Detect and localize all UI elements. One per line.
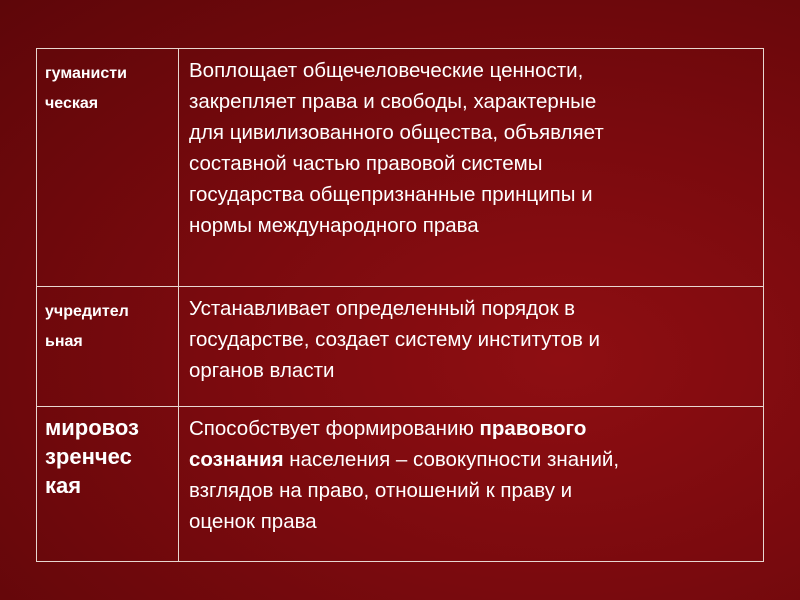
- term-cell: [37, 287, 179, 406]
- description-text: государстве, создает систему институтов и: [189, 328, 600, 351]
- description-text: Устанавливает определенный порядок в: [189, 297, 575, 320]
- description-text: органов власти: [189, 359, 335, 382]
- description-text: закрепляет права и свободы, характерные: [189, 90, 597, 113]
- description-text: Способствует формированию: [189, 417, 480, 440]
- description-text: для цивилизованного общества, объявляет: [189, 121, 604, 144]
- table-row: [37, 287, 763, 407]
- description-text: составной частью правовой системы: [189, 152, 543, 175]
- description-bold-text: правового: [479, 417, 587, 440]
- description-text: взглядов на право, отношений к праву и: [189, 479, 573, 502]
- description-text: государства общепризнанные принципы и: [189, 183, 593, 206]
- description-line: [189, 413, 755, 444]
- term-text: зренчес: [45, 444, 132, 469]
- description-bold-text: сознания: [189, 448, 284, 471]
- term-cell: [37, 407, 179, 561]
- description-cell: [179, 407, 763, 561]
- term-text: учредител: [45, 303, 129, 320]
- description-line: [189, 444, 755, 475]
- description-cell: [179, 49, 763, 286]
- term-text: ьная: [45, 333, 83, 350]
- term-text: ческая: [45, 95, 99, 112]
- description-text: нормы международного права: [189, 214, 479, 237]
- description-text: оценок права: [189, 510, 317, 533]
- term-text: мировоз: [45, 415, 139, 440]
- term-cell: [37, 49, 179, 286]
- description-text: населения – совокупности знаний,: [283, 448, 620, 471]
- table-row: [37, 407, 763, 561]
- description-text: Воплощает общечеловеческие ценности,: [189, 59, 584, 82]
- functions-table: [36, 48, 764, 562]
- table-row: [37, 49, 763, 287]
- description-cell: [179, 287, 763, 406]
- term-text: гуманисти: [45, 65, 127, 82]
- term-text: кая: [45, 473, 82, 498]
